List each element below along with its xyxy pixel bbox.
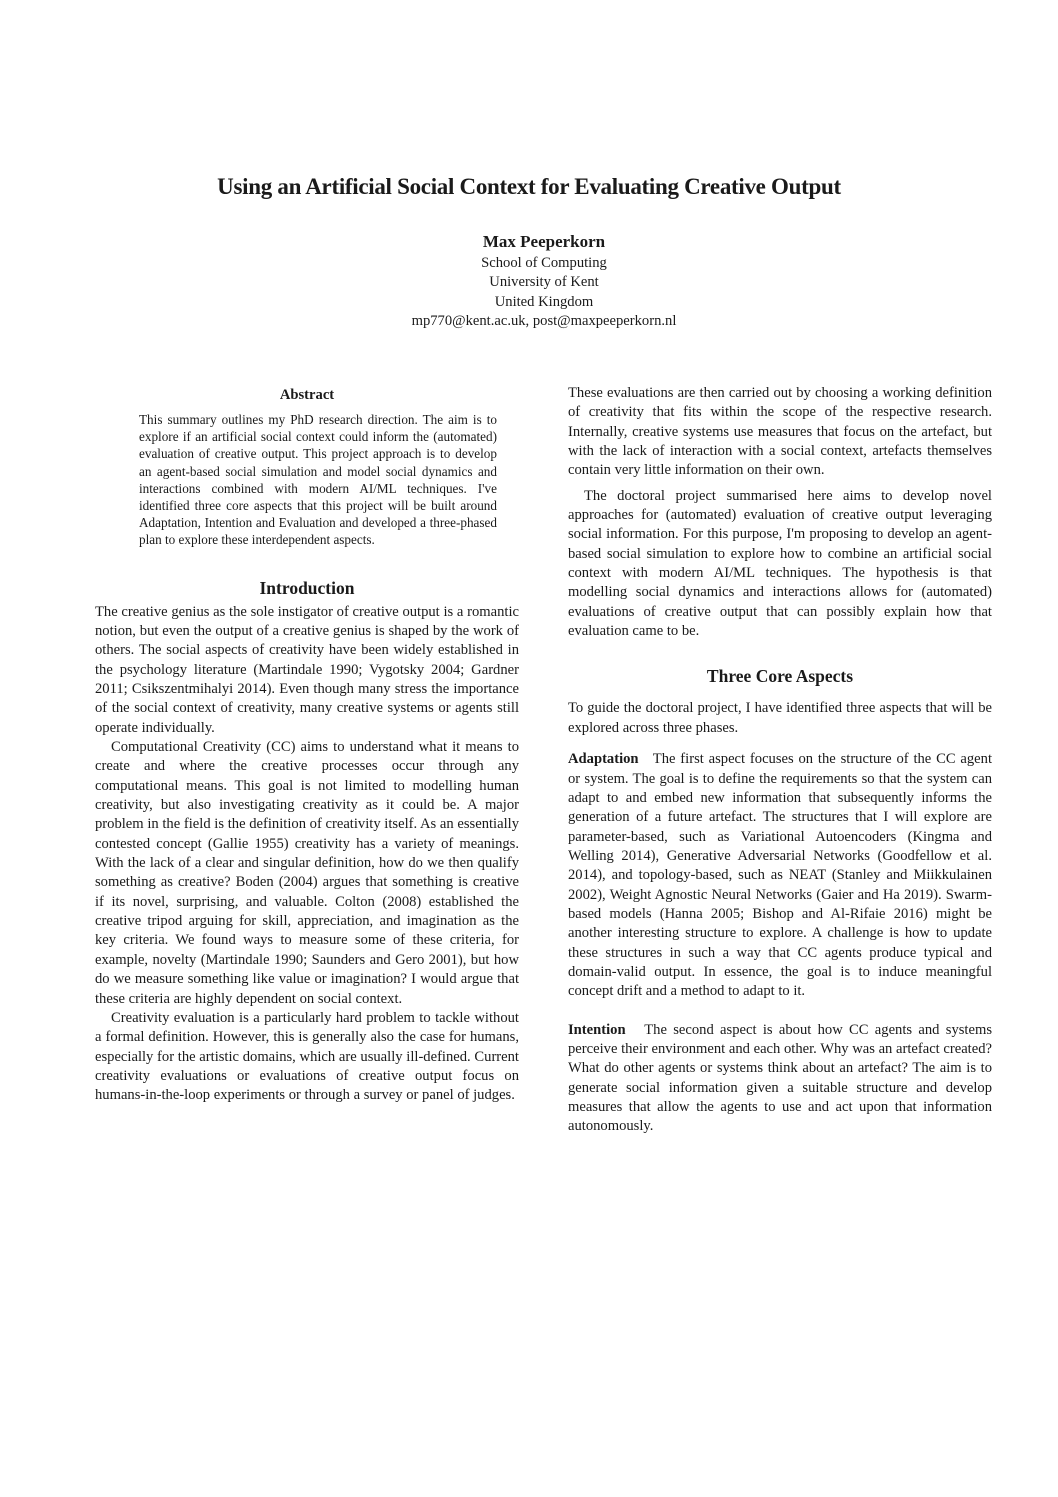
abstract-text: This summary outlines my PhD research direction. The aim is to explore if an artificial social context could inform the (automated) evaluation of creative output. This project approach is to develop an agent-based social simulation and model social dynamics and interactions combined with modern AI/ML techniques. I've identified three core aspects that this project will be built around Adaptation, Intention and Evaluation and developed a three-phased plan to explore these interdependent aspects. (139, 412, 497, 548)
author-block (0, 231, 1058, 332)
intention-paragraph (568, 1021, 992, 1137)
adaptation-text: The first aspect focuses on the structure of the CC agent or system. The goal is to define the requirements so that the system can adapt to and embed new information that subsequently informs the generation of a future artefact. The structures that I will explore are parameter-based, such as Variational Autoencoders (Kingma and Welling 2014), Generative Adversarial Networks (Goodfellow et al. 2014), and topology-based, such as NEAT (Stanley and Miikkulainen 2002), Weight Agnostic Neural Networks (Gaier and Ha 2019). Swarm-based models (Hanna 2005; Bishop and Al-Rifaie 2016) might be another interesting structure to explore. A challenge is how to update these structures in such a way that CC agents produce typical and domain-valid output. In essence, the goal is to induce meaningful concept drift and a method to adapt to it. (568, 751, 992, 1000)
intro-paragraph: Creativity evaluation is a particularly hard problem to tackle without a formal definition. However, this is generally also the case for humans, especially for the artistic domains, which are usually ill-defined. Current creativity evaluations or evaluations of creative output focus on humans-in-the-loop experiments or through a survey or panel of judges. (95, 1009, 519, 1104)
author-name: Max Peeperkorn (482, 232, 606, 251)
right-column (568, 384, 992, 1137)
introduction-heading: Introduction (259, 577, 355, 598)
body-paragraph: The doctoral project summarised here aims to develop novel approaches for (automated) evaluation of creative output leveraging social information. For this purpose, I'm proposing to develop an agent-based social simulation to explore how to combine an artificial social context with modern AI/ML techniques. The hypothesis is that modelling social dynamics and interactions allows for (automated) evaluations of creative output that can possibly explain how that evaluation came to be. (568, 487, 992, 640)
author-email: mp770@kent.ac.uk, post@maxpeeperkorn.nl (411, 313, 677, 330)
body-paragraph: These evaluations are then carried out by choosing a working definition of creativity that fits within the scope of the respective research. Internally, creative systems use measures that focus on the artefact, but with the lack of interaction with a social context, artefacts themselves contain very little information on their own. (568, 385, 992, 479)
adaptation-paragraph (568, 750, 992, 1001)
affiliation-line: School of Computing (481, 255, 607, 271)
adaptation-label: Adaptation (568, 751, 639, 768)
affiliation-line: United Kingdom (494, 293, 594, 310)
intro-paragraph: The creative genius as the sole instigator of creative output is a romantic notion, but even the output of a creative genius is shaped by the work of others. The social aspects of creativity have been widely established in the psychology literature (Martindale 1990; Vygotsky 2004; Gardner 2011; Csikszentmihalyi 2014). Even though many stress the importance of the social context of creativity, many creative systems or agents still operate individually. (95, 603, 519, 736)
three-core-aspects-heading: Three Core Aspects (706, 666, 854, 687)
abstract-heading: Abstract (279, 387, 335, 403)
aspects-intro: To guide the doctoral project, I have identified three aspects that will be explored across three phases. (568, 700, 992, 736)
affiliation-line: University of Kent (489, 274, 599, 291)
intention-text: The second aspect is about how CC agents and systems perceive their environment and each other. Why was an artefact created? What do other agents or systems think about an artefact? The aim is to generate social information given a suitable structure and develop measures that allow the agents to use and act upon that information autonomously. (568, 1021, 992, 1135)
paper-title: Using an Artificial Social Context for Evaluating Creative Output (217, 174, 841, 199)
intro-paragraph: Computational Creativity (CC) aims to understand what it means to create and where the creative processes occur through any computational means. This goal is not limited to modelling human creativity, but also investigating creativity as it could be. A major problem in the field is the definition of creativity itself. As an essentially contested concept (Gallie 1955) creativity has a variety of meanings. With the lack of a clear and singular definition, how do we then qualify something as creative? Boden (2004) argues that something is creative if its novel, surprising, and valuable. Colton (2008) established the creative tripod arguing for skill, appreciation, and imagination as the key criteria. We found ways to measure some of these criteria, for example, novelty (Martindale 1990; Saunders and Gero 2001), but how do we measure something like value or imagination? I would argue that these criteria are highly dependent on social context. (95, 739, 519, 1007)
left-column (95, 385, 519, 1106)
intention-label: Intention (568, 1021, 626, 1038)
